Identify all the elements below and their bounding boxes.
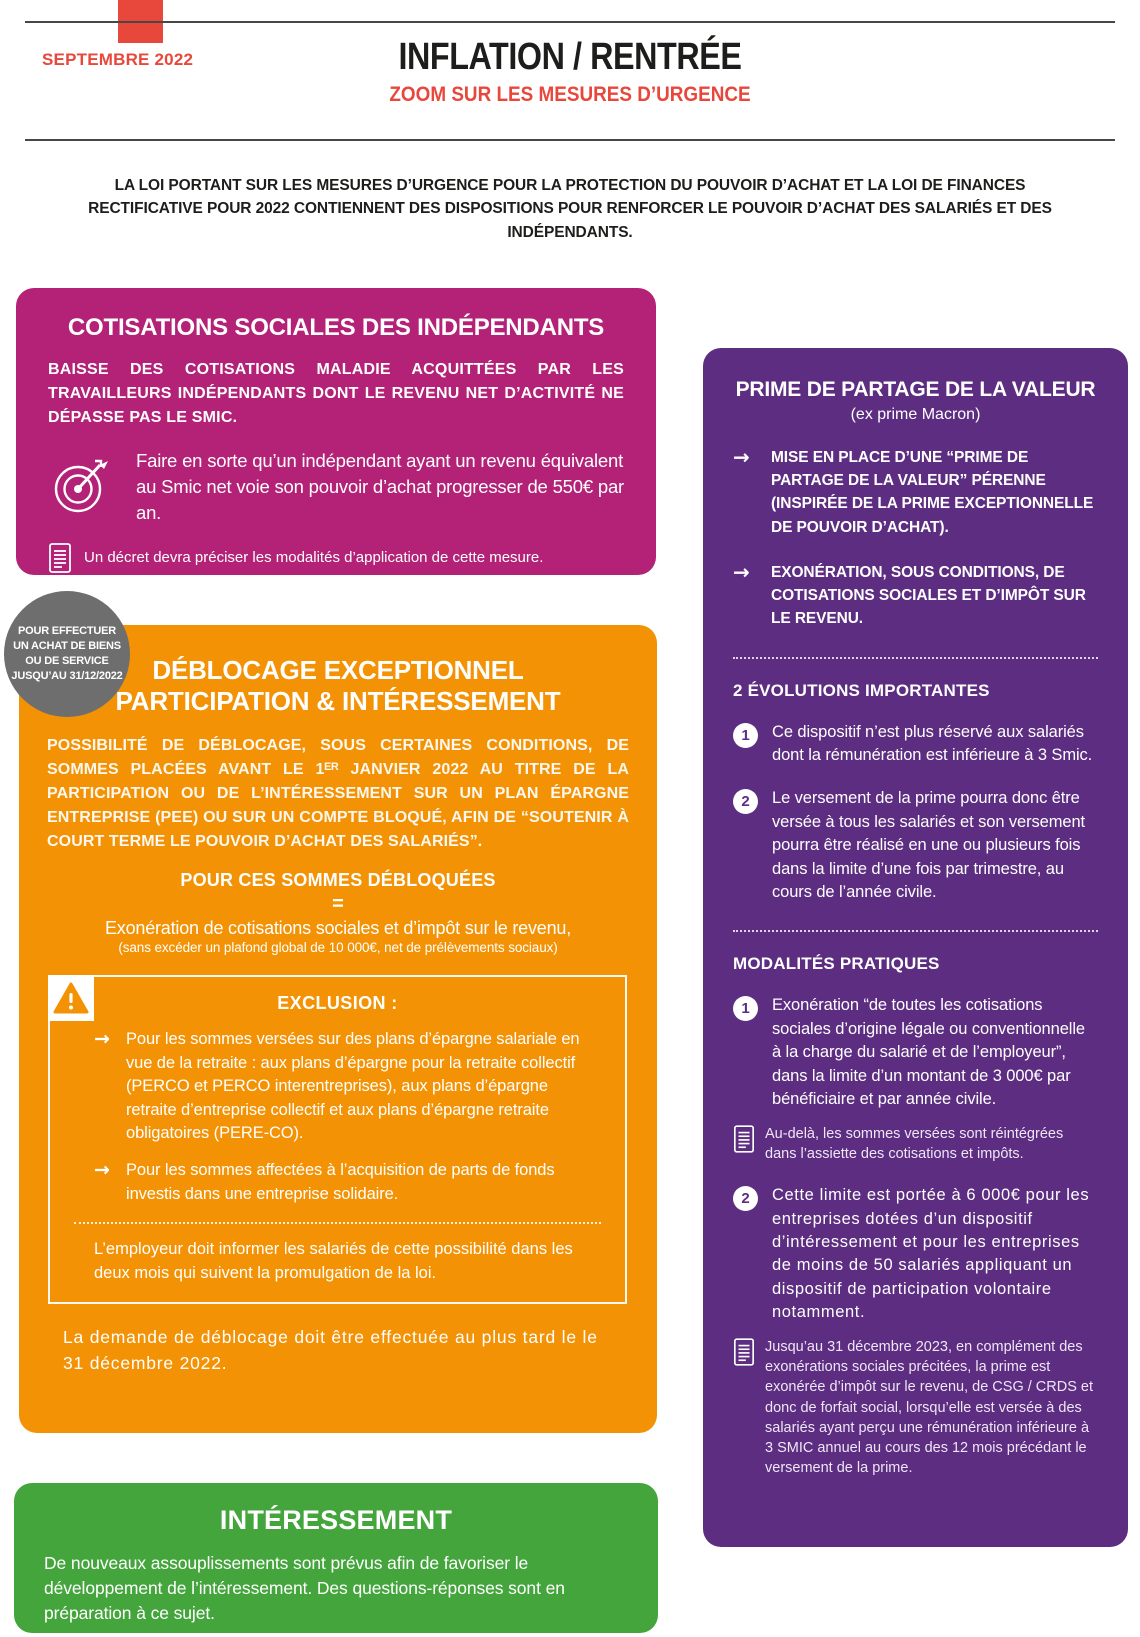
exclusion-item (94, 1028, 601, 1145)
dotted-separator (74, 1222, 601, 1224)
evolution-item (733, 787, 1098, 904)
arrow-icon: → (733, 559, 750, 584)
exclusion-note: L’employeur doit informer les salariés de cette possibilité dans les deux mois qui suivent la promulgation de la loi. (94, 1240, 573, 1283)
deblocage-title-line2: PARTICIPATION & INTÉRESSEMENT (115, 685, 561, 716)
card-interessement (14, 1483, 658, 1633)
modalite-note (733, 1337, 1098, 1479)
card-cotisations-independants (16, 288, 656, 575)
badge-line: OU DE SERVICE (25, 655, 109, 667)
modalite-note (733, 1124, 1098, 1165)
cotisations-goal-text: Faire en sorte qu’un indépendant ayant un revenu équivalent au Smic net voie son pouvoir d’achat progresser de 550€ par an. (136, 450, 624, 524)
modalite-item (733, 994, 1098, 1111)
intro-paragraph: LA LOI PORTANT SUR LES MESURES D’URGENCE POUR LA PROTECTION DU POUVOIR D’ACHAT ET LA LOI DE FINANCES RECTIFICATIVE POUR 2022 CONTIENNENT DES DISPOSITIONS POUR RENFORCER LE POUVOIR D’ACHAT DES SALARIÉS ET DES INDÉPENDANTS. (88, 177, 1052, 241)
exclusion-item-text: Pour les sommes affectées à l’acquisition de parts de fonds investis dans une entreprise solidaire. (126, 1161, 555, 1203)
badge-line: POUR EFFECTUER (17, 625, 117, 638)
evolution-item-text: Le versement de la prime pourra donc être versée à tous les salariés et son versement pourra être réalisé en une ou plusieurs fois dans la limite d’une fois par trimestre, au cours de l’année civile. (772, 789, 1086, 902)
card-prime-partage-valeur (703, 348, 1128, 1547)
arrow-icon: → (94, 1028, 110, 1051)
prime-subtitle: (ex prime Macron) (850, 405, 981, 423)
deblocage-deadline: La demande de déblocage doit être effectuée au plus tard le le 31 décembre 2022. (63, 1327, 598, 1374)
prime-bullet (733, 561, 1098, 631)
deadline-badge (4, 591, 130, 717)
exclusion-heading: EXCLUSION : (277, 993, 398, 1014)
top-rule (25, 21, 1115, 23)
modalites-heading: MODALITÉS PRATIQUES (733, 954, 940, 974)
card-deblocage-exceptionnel (19, 625, 657, 1433)
cotisations-body: BAISSE DES COTISATIONS MALADIE ACQUITTÉES PAR LES TRAVAILLEURS INDÉPENDANTS DONT LE REVENU NET D’ACTIVITÉ NE DÉPASSE PAS LE SMIC. (48, 361, 624, 427)
prime-title: PRIME DE PARTAGE DE LA VALEUR (735, 378, 1096, 401)
document-icon (733, 1337, 755, 1479)
page-subtitle: ZOOM SUR LES MESURES D’URGENCE (389, 83, 751, 106)
cotisations-goal-row (48, 448, 624, 526)
target-icon (48, 452, 114, 523)
cotisations-title: COTISATIONS SOCIALES DES INDÉPENDANTS (67, 314, 605, 341)
modalite-note-text: Au-delà, les sommes versées sont réintégrées dans l’assiette des cotisations et impôts. (765, 1125, 1064, 1162)
exclusion-item (94, 1159, 601, 1206)
sums-exoneration-note: (sans excéder un plafond global de 10 000€, net de prélèvements sociaux) (118, 940, 558, 956)
evolutions-heading: 2 ÉVOLUTIONS IMPORTANTES (733, 680, 990, 700)
modalite-note-text: Jusqu’au 31 décembre 2023, en complément des exonérations sociales précitées, la prime est exonérée d’impôt sur le revenu, de CSG / CRDS et donc de forfait social, lorsqu’elle est versée à des salariés ayant perçu une rémunération inférieure à 3 SMIC annuel au cours des 12 mois précédant le versement de la prime. (765, 1338, 1094, 1477)
deblocage-body: POSSIBILITÉ DE DÉBLOCAGE, SOUS CERTAINES CONDITIONS, DE SOMMES PLACÉES AVANT LE 1ᴱᴿ JANVIER 2022 AU TITRE DE LA PARTICIPATION OU DE L’INTÉRESSEMENT SUR UN PLAN ÉPARGNE ENTREPRISE (PEE) OU SUR UN COMPTE BLOQUÉ, AFIN DE “SOUTENIR À COURT TERME LE POUVOIR D’ACHAT DES SALARIÉS”. (47, 737, 629, 851)
deblocage-title-line1: DÉBLOCAGE EXCEPTIONNEL (152, 655, 524, 685)
exclusion-item-text: Pour les sommes versées sur des plans d’épargne salariale en vue de la retraite : aux plans d’épargne pour la retraite collectif (PERCO et PERCO interentreprises), aux plans d’épargne retraite d’entreprise collectif et aux plans d’épargne retraite obligatoires (PERE-CO). (126, 1030, 580, 1143)
issue-date: SEPTEMBRE 2022 (42, 50, 194, 69)
interessement-title: INTÉRESSEMENT (219, 1505, 453, 1535)
page-title: INFLATION / RENTRÉE (398, 36, 742, 78)
number-badge-2: 2 (733, 1186, 758, 1211)
sums-exoneration: Exonération de cotisations sociales et d’impôt sur le revenu, (104, 918, 572, 939)
modalite-item-text: Cette limite est portée à 6 000€ pour les entreprises dotées d’un dispositif d’intéressement et pour les entreprises de moins de 50 salariés appliquant un dispositif de participation volontaire notamment. (772, 1186, 1090, 1322)
header-rule (25, 139, 1115, 141)
equals-sign: = (332, 893, 344, 916)
badge-line: UN ACHAT DE BIENS (13, 640, 121, 653)
prime-bullet-text: EXONÉRATION, SOUS CONDITIONS, DE COTISATIONS SOCIALES ET D’IMPÔT SUR LE REVENU. (771, 563, 1086, 628)
dotted-separator (733, 657, 1098, 659)
modalite-item (733, 1184, 1098, 1325)
number-badge-2: 2 (733, 789, 758, 814)
evolution-item (733, 721, 1098, 768)
sums-heading: POUR CES SOMMES DÉBLOQUÉES (180, 870, 496, 891)
document-icon (733, 1124, 755, 1165)
number-badge-1: 1 (733, 996, 758, 1021)
badge-line: JUSQU’AU 31/12/2022 (11, 669, 123, 682)
deblocage-sums-block (19, 870, 657, 955)
prime-bullet-text: MISE EN PLACE D’UNE “PRIME DE PARTAGE DE LA VALEUR” PÉRENNE (INSPIRÉE DE LA PRIME EXCEPTIONNELLE DE POUVOIR D’ACHAT). (771, 448, 1094, 536)
arrow-icon: → (733, 444, 750, 469)
modalite-item-text: Exonération “de toutes les cotisations sociales d’origine légale ou conventionnelle à la charge du salarié et de l’employeur”, dans la limite d’un montant de 3 000€ par bénéficiaire et par année civile. (772, 996, 1085, 1109)
warning-icon (48, 975, 94, 1021)
cotisations-note-row (48, 542, 624, 574)
arrow-icon: → (94, 1159, 110, 1182)
prime-bullet (733, 446, 1098, 539)
interessement-body: De nouveaux assouplissements sont prévus afin de favoriser le développement de l’intéressement. Des questions-réponses sont en préparation à ce sujet. (44, 1552, 565, 1623)
cotisations-note-text: Un décret devra préciser les modalités d’application de cette mesure. (84, 548, 544, 566)
exclusion-box (48, 975, 627, 1304)
number-badge-1: 1 (733, 723, 758, 748)
evolution-item-text: Ce dispositif n’est plus réservé aux salariés dont la rémunération est inférieure à 3 Smic. (772, 722, 1093, 764)
document-icon (48, 542, 72, 574)
dotted-separator (733, 930, 1098, 932)
